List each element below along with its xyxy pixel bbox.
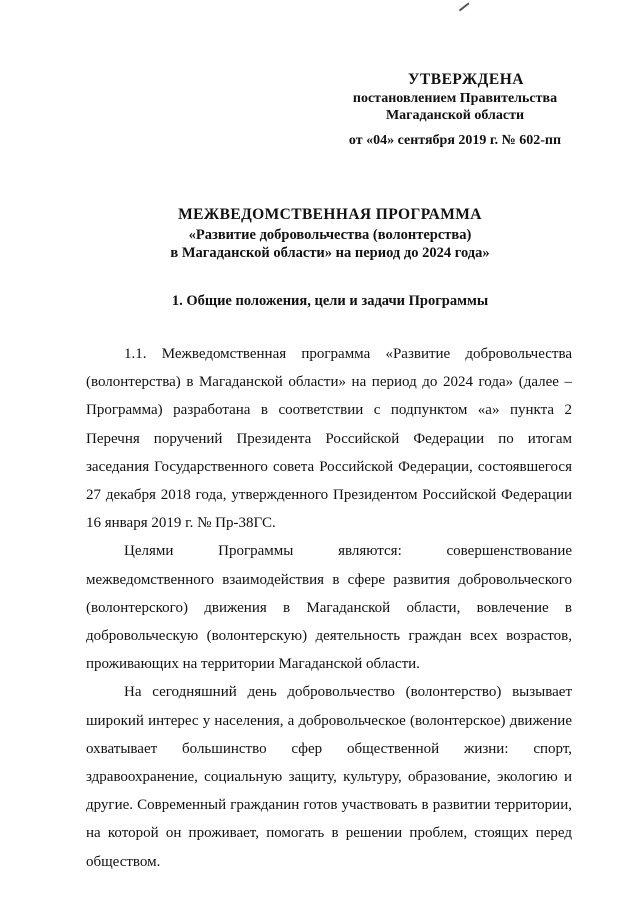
approval-line-2: Магаданской области	[385, 108, 525, 123]
program-subtitle-line-2: в Магаданской области» на период до 2024 года»	[170, 245, 490, 261]
approval-stamp	[330, 70, 580, 149]
program-title: МЕЖВЕДОМСТВЕННАЯ ПРОГРАММА	[178, 206, 482, 223]
approval-line-1: постановлением Правительства	[352, 91, 558, 106]
program-subtitle-line-1: «Развитие добровольчества (волонтерства)	[188, 227, 472, 243]
paragraph: На сегодняшний день добровольчество (волонтерство) вызывает широкий интерес у населения, а добровольческое (волонтерское) движение охватывает большинство сфер общественной жизни: спорт, здравоохранение, социальную защиту, культуру, образование, экологию и другие. Современный гражданин готов участвовать в развитии территории, на которой он проживает, помогать в решении проблем, стоящих перед обществом.	[86, 684, 572, 870]
paragraph: Целями Программы являются: совершенствование межведомственного взаимодействия в сфере развития добровольческого (волонтерского) движения в Магаданской области, вовлечение в добровольческую (волонтерскую) деятельность граждан всех возрастов, проживающих на территории Магаданской области.	[86, 543, 572, 673]
section-heading: 1. Общие положения, цели и задачи Программы	[171, 293, 489, 309]
approval-title: УТВЕРЖДЕНА	[408, 71, 524, 88]
pen-mark	[459, 2, 469, 11]
approval-date: от «04» сентября 2019 г. № 602-пп	[348, 133, 562, 148]
body-text	[86, 340, 572, 876]
program-title-block	[80, 204, 580, 262]
paragraph: 1.1. Межведомственная программа «Развитие добровольчества (волонтерства) в Магаданской области» на период до 2024 года» (далее – Программа) разработана в соответствии с подпунктом «а» пункта 2 Перечня поручений Президента Российской Федерации по итогам заседания Государственного совета Российской Федерации, состоявшегося 27 декабря 2018 года, утвержденного Президентом Российской Федерации 16 января 2019 г. № Пр-38ГС.	[86, 346, 572, 532]
